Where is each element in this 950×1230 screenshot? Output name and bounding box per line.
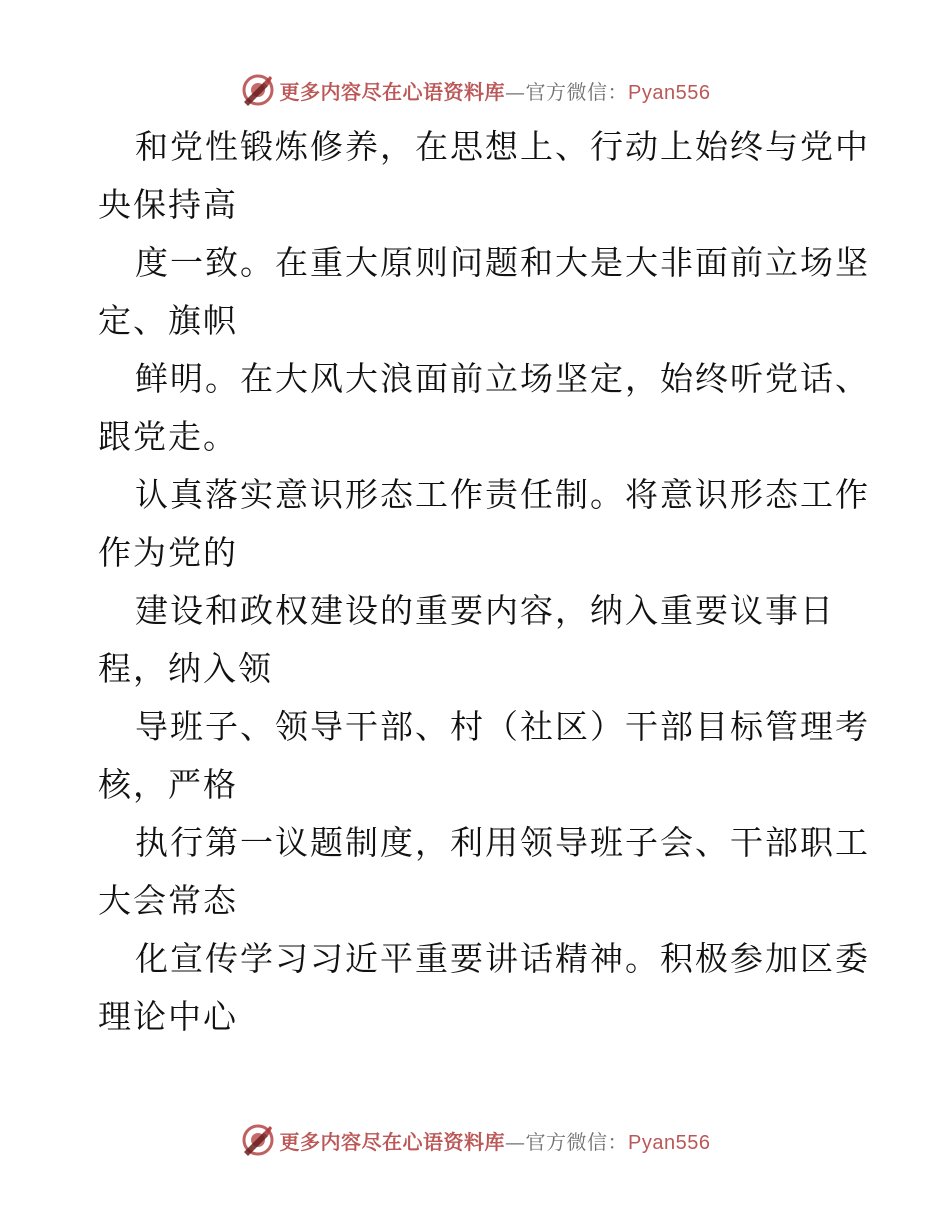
document-body [98,118,870,1046]
body-line: 核，严格 [98,765,238,804]
watermark-wechat-id: Pyan556 [628,81,711,104]
watermark-main-text: 更多内容尽在心语资料库 [279,1129,506,1154]
body-line: 度一致。在重大原则问题和大是大非面前立场坚 [135,243,870,282]
watermark-sub-text: 官方微信： [525,79,629,104]
pen-logo-icon [240,72,276,108]
watermark-main-text: 更多内容尽在心语资料库 [279,79,506,104]
body-line: 大会常态 [98,881,238,920]
body-line: 和党性锻炼修养，在思想上、行动上始终与党中 [135,127,870,166]
body-line: 认真落实意识形态工作责任制。将意识形态工作 [135,475,870,514]
body-line: 跟党走。 [98,417,238,456]
body-line: 定、旗帜 [98,301,238,340]
body-line: 建设和政权建设的重要内容，纳入重要议事日 [135,591,835,630]
pen-logo-icon [240,1122,276,1158]
watermark-sub-text: 官方微信： [525,1129,629,1154]
body-line: 作为党的 [98,533,238,572]
watermark-header [0,70,950,110]
body-line: 导班子、领导干部、村（社区）干部目标管理考 [135,707,870,746]
watermark-footer [0,1120,950,1160]
watermark-wechat-id: Pyan556 [628,1131,711,1154]
watermark-dash: — [505,1129,526,1154]
body-line: 鲜明。在大风大浪面前立场坚定，始终听党话、 [135,359,870,398]
body-line: 执行第一议题制度，利用领导班子会、干部职工 [135,823,870,862]
watermark-dash: — [505,79,526,104]
body-line: 理论中心 [98,997,238,1036]
body-line: 程，纳入领 [98,649,273,688]
body-line: 央保持高 [98,185,238,224]
body-line: 化宣传学习习近平重要讲话精神。积极参加区委 [135,939,870,978]
